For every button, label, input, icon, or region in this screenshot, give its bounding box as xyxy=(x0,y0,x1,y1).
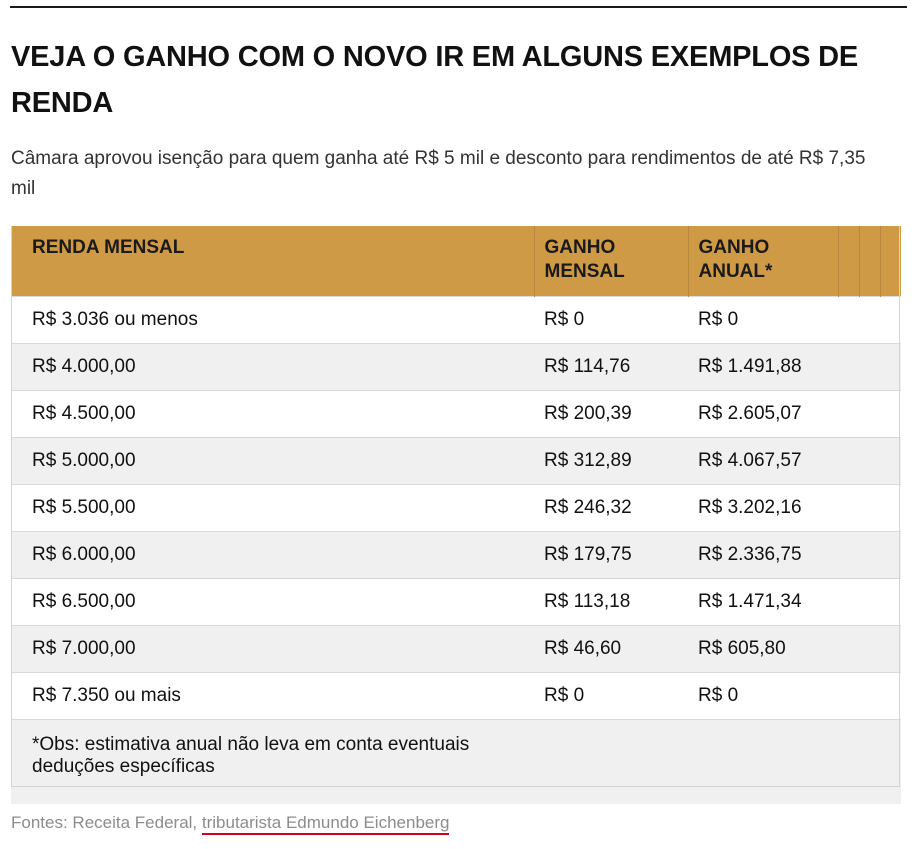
header-filler-cell xyxy=(859,226,880,297)
table-row xyxy=(11,626,901,673)
table-row xyxy=(11,344,901,391)
cell-renda: R$ 7.000,00 xyxy=(11,626,534,673)
cell-ganho-anual: R$ 2.336,75 xyxy=(688,532,838,579)
cell-ganho-anual: R$ 4.067,57 xyxy=(688,438,838,485)
table-note-row xyxy=(11,720,901,805)
cell-filler xyxy=(838,626,901,673)
table-note: *Obs: estimativa anual não leva em conta eventuais deduções específicas xyxy=(11,720,534,805)
table-row xyxy=(11,532,901,579)
sources-prefix: Fontes: Receita Federal, xyxy=(11,813,202,832)
table-row xyxy=(11,297,901,344)
header-filler-cell xyxy=(838,226,859,297)
cell-filler xyxy=(838,532,901,579)
header-ganho-mensal: GANHO MENSAL xyxy=(534,226,688,297)
income-gain-table xyxy=(11,226,901,804)
table-body xyxy=(11,297,901,805)
cell-ganho-anual: R$ 605,80 xyxy=(688,626,838,673)
table-row xyxy=(11,673,901,720)
page-subtitle: Câmara aprovou isenção para quem ganha até R$ 5 mil e desconto para rendimentos de até R$ 7,35 mil xyxy=(11,148,866,199)
header-ganho-anual: GANHO ANUAL* xyxy=(688,226,838,297)
cell-renda: R$ 6.500,00 xyxy=(11,579,534,626)
header-renda-mensal: RENDA MENSAL xyxy=(11,226,534,297)
income-gain-table-container xyxy=(11,226,901,804)
cell-ganho-mensal: R$ 0 xyxy=(534,297,688,344)
cell-ganho-mensal: R$ 179,75 xyxy=(534,532,688,579)
sources-line xyxy=(11,811,449,835)
cell-filler xyxy=(838,391,901,438)
cell-ganho-anual: R$ 0 xyxy=(688,297,838,344)
cell-renda: R$ 4.500,00 xyxy=(11,391,534,438)
cell-renda: R$ 6.000,00 xyxy=(11,532,534,579)
cell-renda: R$ 5.500,00 xyxy=(11,485,534,532)
header-filler-cell xyxy=(880,226,901,297)
cell-ganho-mensal: R$ 114,76 xyxy=(534,344,688,391)
cell-renda: R$ 5.000,00 xyxy=(11,438,534,485)
cell-ganho-anual: R$ 1.471,34 xyxy=(688,579,838,626)
table-row xyxy=(11,391,901,438)
cell-filler xyxy=(838,438,901,485)
cell-filler xyxy=(838,579,901,626)
cell-ganho-mensal: R$ 46,60 xyxy=(534,626,688,673)
cell-ganho-anual: R$ 2.605,07 xyxy=(688,391,838,438)
cell-ganho-anual: R$ 0 xyxy=(688,673,838,720)
cell-filler xyxy=(838,485,901,532)
cell-ganho-mensal: R$ 0 xyxy=(534,673,688,720)
cell-ganho-mensal: R$ 246,32 xyxy=(534,485,688,532)
table-header xyxy=(11,226,901,297)
page-title: VEJA O GANHO COM O NOVO IR EM ALGUNS EXEMPLOS DE RENDA xyxy=(11,41,859,119)
cell-ganho-mensal: R$ 312,89 xyxy=(534,438,688,485)
table-note-filler xyxy=(534,720,901,805)
table-row xyxy=(11,579,901,626)
cell-renda: R$ 7.350 ou mais xyxy=(11,673,534,720)
cell-ganho-anual: R$ 1.491,88 xyxy=(688,344,838,391)
cell-filler xyxy=(838,344,901,391)
table-row xyxy=(11,485,901,532)
cell-ganho-mensal: R$ 113,18 xyxy=(534,579,688,626)
cell-ganho-mensal: R$ 200,39 xyxy=(534,391,688,438)
sources-link[interactable]: tributarista Edmundo Eichenberg xyxy=(202,813,450,835)
cell-renda: R$ 4.000,00 xyxy=(11,344,534,391)
top-rule xyxy=(10,6,907,8)
cell-filler xyxy=(838,673,901,720)
cell-ganho-anual: R$ 3.202,16 xyxy=(688,485,838,532)
cell-filler xyxy=(838,297,901,344)
cell-renda: R$ 3.036 ou menos xyxy=(11,297,534,344)
table-row xyxy=(11,438,901,485)
header-row xyxy=(11,226,901,297)
